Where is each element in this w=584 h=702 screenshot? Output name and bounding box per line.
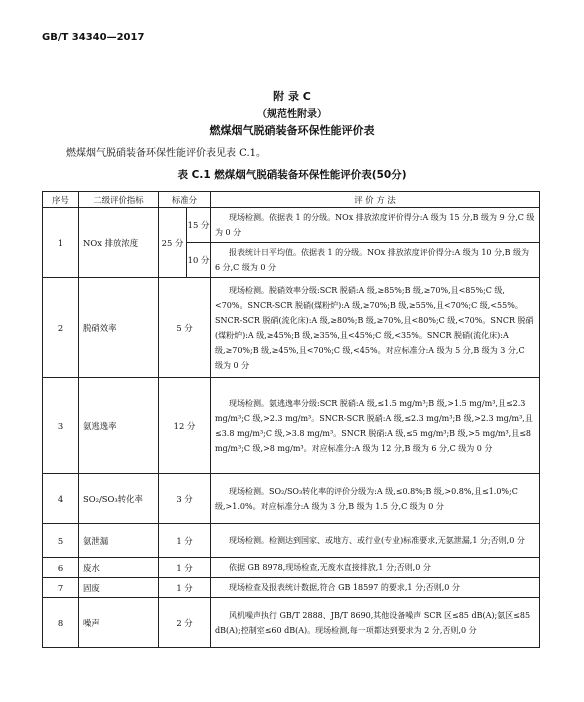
appendix-heading: 燃煤烟气脱硝装备环保性能评价表 [209, 124, 375, 137]
table-row [43, 378, 540, 474]
table-row [43, 524, 540, 558]
row-score: 1 分 [159, 558, 211, 578]
table-header-row [43, 192, 540, 208]
row-no: 3 [43, 378, 79, 474]
row-indicator: 脱硝效率 [79, 278, 159, 378]
row-method: 风机噪声执行 GB/T 2888、JB/T 8690,其他设备噪声 SCR 区≤85 dB(A);氨区≤85 dB(A);控制室≤60 dB(A)。现场检测,每一项都达到要求为 2 分,否则,0 分 [211, 598, 540, 648]
table-caption: 表 C.1 燃煤烟气脱硝装备环保性能评价表(50分) [177, 169, 407, 181]
row-no: 8 [43, 598, 79, 648]
row-indicator: 废水 [79, 558, 159, 578]
standard-number: GB/T 34340—2017 [42, 32, 145, 43]
row-method: 依据 GB 8978,现场检查,无废水直接排放,1 分;否则,0 分 [211, 558, 540, 578]
row-score: 25 分 [159, 208, 187, 278]
appendix-title: 附 录 C [273, 90, 311, 103]
row-score: 3 分 [159, 474, 211, 524]
col-header-score: 标准分 [159, 192, 211, 208]
row-method: 报表统计日平均值。依据表 1 的分级。NOx 排放浓度评价得分:A 级为 10 分,B 级为 6 分,C 级为 0 分 [211, 243, 540, 278]
row-indicator: NOx 排放浓度 [79, 208, 159, 278]
row-subscore: 15 分 [187, 208, 211, 243]
row-no: 5 [43, 524, 79, 558]
appendix-subtitle: （规范性附录） [257, 109, 327, 120]
row-score: 1 分 [159, 578, 211, 598]
table-row [43, 558, 540, 578]
row-indicator: SO₂/SO₃转化率 [79, 474, 159, 524]
col-header-indicator: 二级评价指标 [79, 192, 159, 208]
row-method: 现场检测。检测达到国家、或地方、或行业(专业)标准要求,无氨泄漏,1 分;否则,0 分 [211, 524, 540, 558]
row-no: 6 [43, 558, 79, 578]
row-no: 7 [43, 578, 79, 598]
col-header-no: 序号 [43, 192, 79, 208]
row-subscore: 10 分 [187, 243, 211, 278]
row-indicator: 噪声 [79, 598, 159, 648]
table-row [43, 208, 540, 243]
row-method: 现场检查及报表统计数据,符合 GB 18597 的要求,1 分;否则,0 分 [211, 578, 540, 598]
table-row [43, 278, 540, 378]
row-method: 现场检测。脱硝效率分级:SCR 脱硝:A 级,≥85%;B 级,≥70%,且<85%;C 级,<70%。SNCR-SCR 脱硝(煤粉炉):A 级,≥70%;B 级,≥55%,且<70%;C 级,<55%。SNCR-SCR 脱硝(流化床):A 级,≥80%;B 级,≥70%,且<80%;C 级,<70%。SNCR 脱硝(煤粉炉):A 级,≥45%;B 级,≥35%,且<45%;C 级,<35%。SNCR 脱硝(流化床):A 级,≥70%;B 级,≥45%,且<70%;C 级,<45%。对应标准分:A 级为 5 分,B 级为 3 分,C 级为 0 分 [211, 278, 540, 378]
evaluation-table [42, 191, 540, 648]
row-indicator: 氨逃逸率 [79, 378, 159, 474]
row-indicator: 固废 [79, 578, 159, 598]
table-row [43, 474, 540, 524]
row-no: 2 [43, 278, 79, 378]
row-no: 1 [43, 208, 79, 278]
intro-text: 燃煤烟气脱硝装备环保性能评价表见表 C.1。 [66, 148, 267, 159]
row-score: 1 分 [159, 524, 211, 558]
row-method: 现场检测。氨逃逸率分级:SCR 脱硝:A 级,≤1.5 mg/m³;B 级,>1.5 mg/m³,且≤2.3 mg/m³;C 级,>2.3 mg/m³。SNCR-SCR 脱硝:A 级,≤2.3 mg/m³;B 级,>2.3 mg/m³,且≤3.8 mg/m³;C 级,>3.8 mg/m³。SNCR 脱硝:A 级,≤5 mg/m³;B 级,>5 mg/m³,且≤8 mg/m³;C 级,>8 mg/m³。对应标准分:A 级为 12 分,B 级为 6 分,C 级为 0 分 [211, 378, 540, 474]
row-method: 现场检测。依据表 1 的分级。NOx 排放浓度评价得分:A 级为 15 分,B 级为 9 分,C 级为 0 分 [211, 208, 540, 243]
table-row [43, 598, 540, 648]
row-score: 2 分 [159, 598, 211, 648]
row-no: 4 [43, 474, 79, 524]
row-method: 现场检测。SO₂/SO₃转化率的评价分级为:A 级,≤0.8%;B 级,>0.8%,且≤1.0%;C 级,>1.0%。对应标准分:A 级为 3 分,B 级为 1.5 分,C 级为 0 分 [211, 474, 540, 524]
row-score: 12 分 [159, 378, 211, 474]
row-indicator: 氨泄漏 [79, 524, 159, 558]
row-score: 5 分 [159, 278, 211, 378]
table-row [43, 578, 540, 598]
col-header-method: 评 价 方 法 [211, 192, 540, 208]
